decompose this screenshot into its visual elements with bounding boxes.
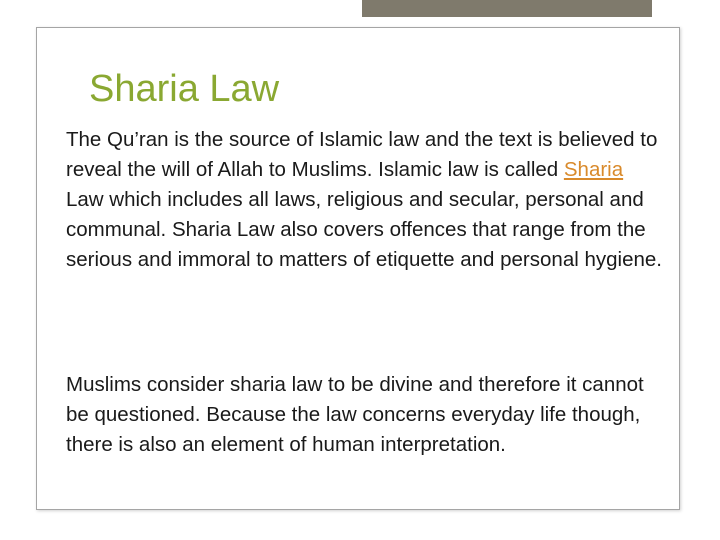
top-accent-bar [362,0,652,17]
paragraph-2: Muslims consider sharia law to be divine and therefore it cannot be questioned. Because the law concerns everyday life though, there is also an element of human interpretation. [66,373,644,456]
slide-title: Sharia Law [89,68,280,110]
paragraph-1 [66,125,666,275]
paragraph-1-text-start: The Qu’ran is the source of Islamic law and the text is believed to reveal the will of Allah to Muslims. Islamic law is called [66,128,658,181]
paragraph-1-text-end: Law which includes all laws, religious and secular, personal and communal. Sharia Law also covers offences that range from the serious and immoral to matters of etiquette and personal hygiene. [66,188,662,271]
sharia-link[interactable]: Sharia [563,158,624,181]
